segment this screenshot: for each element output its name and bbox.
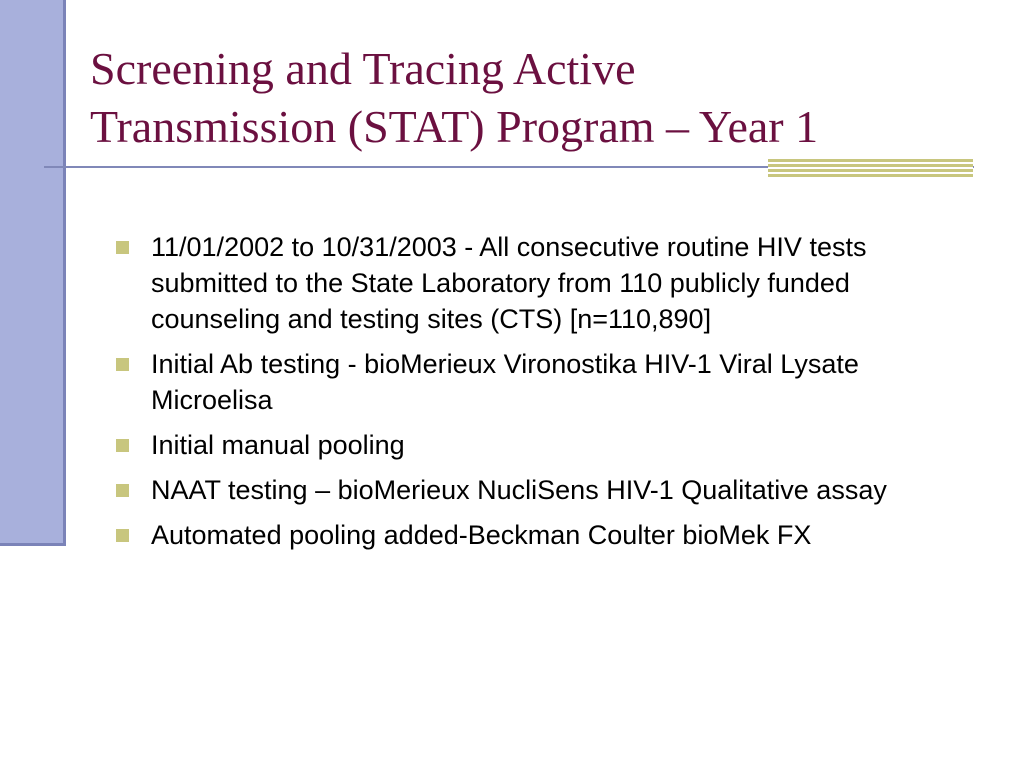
bullet-item xyxy=(114,346,974,418)
bullet-text: Initial Ab testing - bioMerieux Vironostika HIV-1 Viral Lysate Microelisa xyxy=(151,349,859,415)
slide-title xyxy=(90,40,990,156)
bullet-text: Initial manual pooling xyxy=(151,430,405,460)
bullet-item xyxy=(114,517,974,553)
square-bullet-icon xyxy=(116,484,129,497)
slide-title-line-2: Transmission (STAT) Program – Year 1 xyxy=(90,101,819,152)
square-bullet-icon xyxy=(116,241,129,254)
bullet-item xyxy=(114,472,974,508)
bullet-text: NAAT testing – bioMerieux NucliSens HIV-1 Qualitative assay xyxy=(151,475,887,505)
bullet-text: Automated pooling added-Beckman Coulter bioMek FX xyxy=(151,520,812,550)
slide-title-line-1: Screening and Tracing Active xyxy=(90,43,636,94)
bullet-item xyxy=(114,229,974,337)
bullet-text: 11/01/2002 to 10/31/2003 - All consecutive routine HIV tests submitted to the State Laboratory from 110 publicly funded counseling and testing sites (CTS) [n=110,890] xyxy=(151,232,867,334)
left-decorative-bar xyxy=(0,0,66,546)
bullet-item xyxy=(114,427,974,463)
bullet-list xyxy=(114,229,974,562)
square-bullet-icon xyxy=(116,358,129,371)
square-bullet-icon xyxy=(116,529,129,542)
square-bullet-icon xyxy=(116,439,129,452)
title-accent-stripes xyxy=(768,159,973,178)
